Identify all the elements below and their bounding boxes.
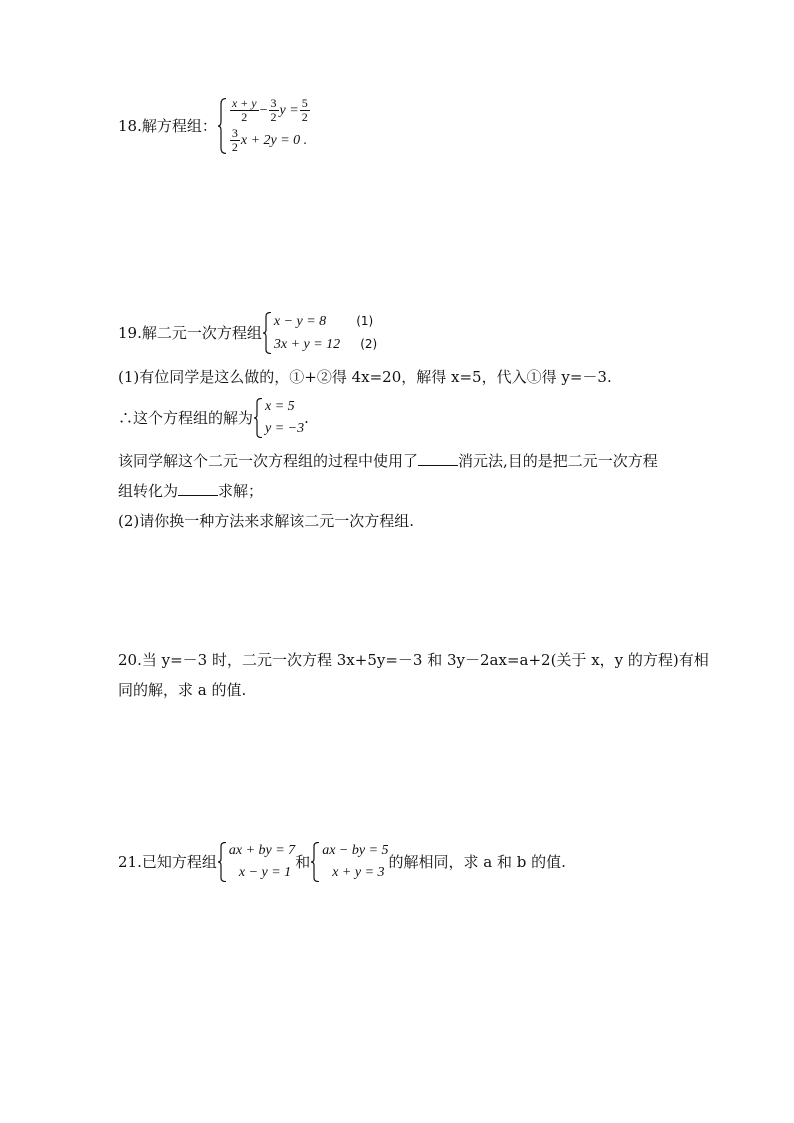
brace-icon [262, 312, 272, 354]
q19-line2-prefix: ∴这个方程组的解为 [118, 409, 254, 427]
q21-a-eq2: x − y = 1 [238, 865, 292, 880]
q19-solution [253, 396, 304, 440]
q18-eq1: $\frac{x + y}{2}$ − $\frac{3}{2}$ y = $\frac{5}{2}$ [231, 96, 308, 125]
brace-icon [253, 398, 263, 438]
q21-system-b [310, 840, 388, 884]
brace-icon [310, 842, 320, 882]
q18-system [217, 96, 311, 156]
q19-line3b: 消元法,目的是把二元一次方程 [458, 452, 658, 470]
q19-eq1: x − y = 8 (1) [273, 314, 374, 329]
q18-label: 18.解方程组： [118, 117, 217, 135]
q19-line4a: 组转化为 [118, 482, 179, 500]
q19-system [262, 310, 377, 356]
brace-icon [217, 98, 227, 154]
q21-b-eq1: ax − by = 5 [322, 843, 389, 858]
q21-and: 和 [295, 853, 311, 871]
q21-system-a [217, 840, 295, 884]
q19-line1: (1)有位同学是这么做的，①+②得 4x=20，解得 x=5，代入①得 y=－3. [118, 368, 612, 386]
question-21 [118, 840, 566, 884]
answer-blank-2[interactable] [178, 481, 218, 496]
q21-a-eq1: ax + by = 7 [228, 843, 296, 858]
question-20 [118, 645, 709, 705]
q19-eq2: 3x + y = 12 (2) [273, 337, 378, 352]
q21-label: 21.已知方程组 [118, 853, 217, 871]
q19-line3a: 该同学解这个二元一次方程组的过程中使用了 [118, 452, 419, 470]
q19-line4b: 求解； [218, 482, 264, 500]
q19-line5: (2)请你换一种方法来求解该二元一次方程组. [118, 512, 415, 530]
q20-line1: 20.当 y=－3 时，二元一次方程 3x+5y=－3 和 3y－2ax=a+2(关于 x，y 的方程)有相 [118, 651, 709, 669]
q19-sol2: y = −3 [265, 421, 305, 436]
q18-eq2: $\frac{3}{2}$ x + 2y = 0 . [231, 126, 308, 155]
question-19: 19.解二元一次方程组 x − y = 8 (1) 3x + y = 12 (2) (1)有位同学是这么做的，①+②得 4x=20，解得 x=5，代入①得 y=－3. ∴这个方程组的解为 x = 5 y = −3 . 该同学解这个二元一次方程组的过程中使用了 消元法,目的是把二元一次方程 组转化为 求解； (2)请你换一种方法来求解该二元一次方程组. [118, 310, 658, 536]
answer-blank-1[interactable] [418, 451, 458, 466]
q21-b-eq2: x + y = 3 [332, 865, 385, 880]
q19-sol1: x = 5 [265, 399, 295, 414]
brace-icon [217, 842, 227, 882]
question-18 [118, 96, 311, 156]
q20-line2: 同的解，求 a 的值. [118, 681, 247, 699]
q21-suffix: 的解相同，求 a 和 b 的值. [388, 853, 566, 871]
q19-label: 19.解二元一次方程组 [118, 324, 262, 342]
